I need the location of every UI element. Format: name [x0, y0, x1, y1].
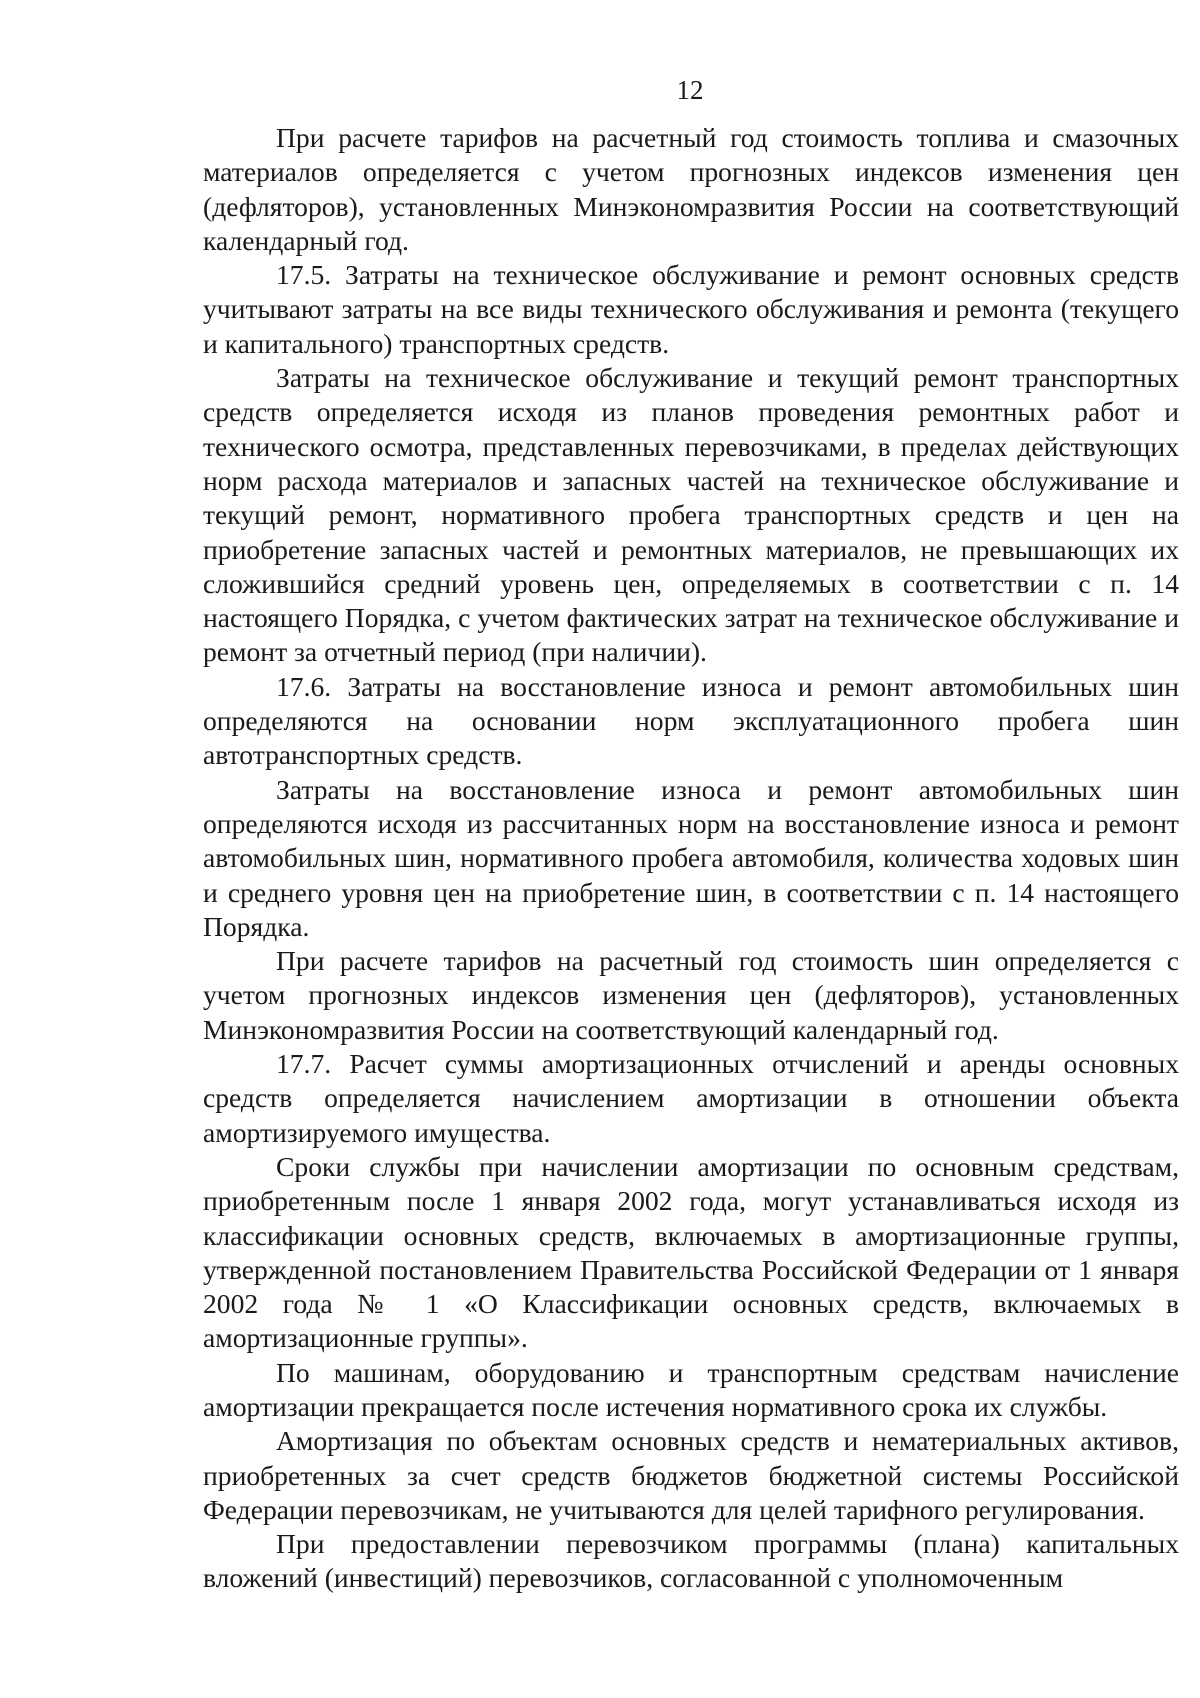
paragraph-fuel-costs: При расчете тарифов на расчетный год стоимость топлива и смазочных материалов определяется с учетом прогнозных индексов изменения цен (дефляторов), установленных Минэкономразвития России на соответствующий календарный год.	[203, 122, 1179, 256]
paragraph-17-7: 17.7. Расчет суммы амортизационных отчислений и аренды основных средств определяется начислением амортизации в отношении объекта амортизируемого имущества.	[203, 1048, 1179, 1148]
paragraph-17-6: 17.6. Затраты на восстановление износа и ремонт автомобильных шин определяются на основании норм эксплуатационного пробега шин автотранспортных средств.	[203, 670, 1179, 771]
paragraph-budget-assets: Амортизация по объектам основных средств и нематериальных активов, приобретенных за счет средств бюджетов бюджетной системы Российской Федерации перевозчикам, не учитываются для целей тарифного регулирования.	[203, 1425, 1179, 1525]
paragraph-tire-prices: При расчете тарифов на расчетный год стоимость шин определяется с учетом прогнозных индексов изменения цен (дефляторов), установленных Минэкономразвития России на соответствующий календарный год.	[203, 945, 1179, 1045]
paragraph-tire-costs: Затраты на восстановление износа и ремонт автомобильных шин определяются исходя из рассчитанных норм на восстановление износа и ремонт автомобильных шин, нормативного пробега автомобиля, количества ходовых шин и среднего уровня цен на приобретение шин, в соответствии с п. 14 настоящего Порядка.	[203, 773, 1179, 942]
paragraph-maintenance-costs: Затраты на техническое обслуживание и текущий ремонт транспортных средств определяется исходя из планов проведения ремонтных работ и технического осмотра, представленных перевозчиками, в пределах действующих норм расхода материалов и запасных частей на техническое обслуживание и текущий ремонт, нормативного пробега транспортных средств и цен на приобретение запасных частей и ремонтных материалов, не превышающих их сложившийся средний уровень цен, определяемых в соответствии с п. 14 настоящего Порядка, с учетом фактических затрат на техническое обслуживание и ремонт за отчетный период (при наличии).	[203, 362, 1179, 668]
paragraph-investment-program: При предоставлении перевозчиком программы (плана) капитальных вложений (инвестиций) перевозчиков, согласованной с уполномоченным	[203, 1528, 1179, 1594]
paragraph-service-life: Сроки службы при начислении амортизации по основным средствам, приобретенным после 1 января 2002 года, могут устанавливаться исходя из классификации основных средств, включаемых в амортизационные группы, утвержденной постановлением Правительства Российской Федерации от 1 января 2002 года № 1 «О Классификации основных средств, включаемых в амортизационные группы».	[203, 1150, 1179, 1354]
document-body	[203, 121, 1179, 1596]
page-number: 12	[676, 75, 704, 105]
paragraph-depreciation-stop: По машинам, оборудованию и транспортным средствам начисление амортизации прекращается после истечения нормативного срока их службы.	[203, 1356, 1179, 1422]
paragraph-17-5: 17.5. Затраты на техническое обслуживание и ремонт основных средств учитывают затраты на все виды технического обслуживания и ремонта (текущего и капитального) транспортных средств.	[203, 259, 1179, 359]
